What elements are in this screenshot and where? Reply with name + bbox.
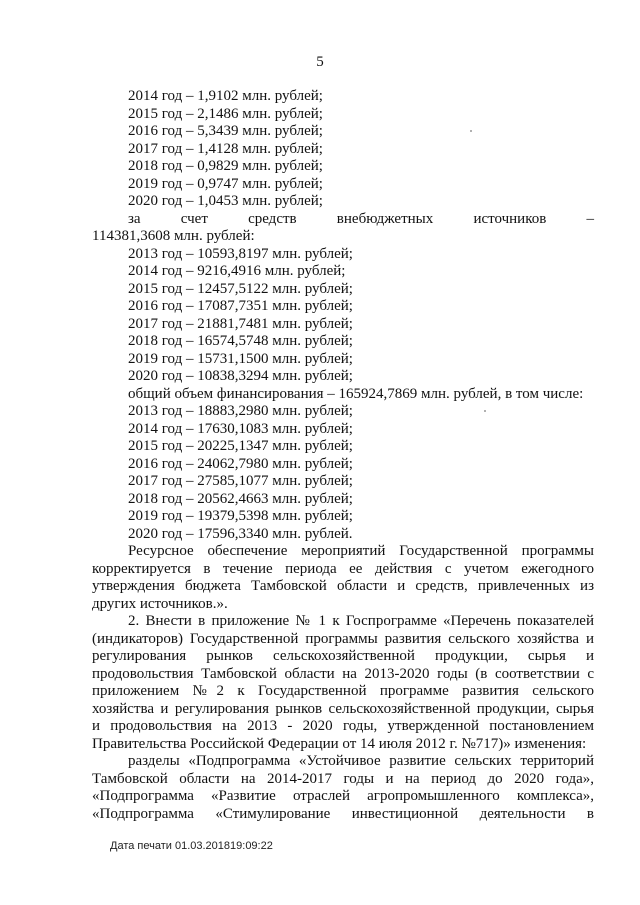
amendment-paragraph-line: регулирования рынков сельскохозяйственной продукции, сырья и	[92, 648, 594, 664]
extra-line: 2018 год – 16574,5748 млн. рублей;	[128, 333, 353, 349]
total-financing-line: общий объем финансирования – 165924,7869 млн. рублей, в том числе:	[128, 385, 584, 402]
total-line: 2018 год – 20562,4663 млн. рублей;	[128, 490, 353, 507]
budget-line: 2020 год – 1,0453 млн. рублей;	[128, 193, 323, 209]
total-line: 2017 год – 27585,1077 млн. рублей;	[128, 473, 353, 489]
resource-paragraph-line: Ресурсное обеспечение мероприятий Государственной программы	[128, 543, 594, 559]
budget-line: 2019 год – 0,9747 млн. рублей;	[128, 175, 323, 192]
extra-line: 2020 год – 10838,3294 млн. рублей;	[128, 368, 353, 384]
extra-line: 2016 год – 17087,7351 млн. рублей;	[128, 298, 353, 314]
extra-line: 2013 год – 10593,8197 млн. рублей;	[128, 245, 353, 262]
total-line: 2020 год – 17596,3340 млн. рублей.	[128, 525, 353, 542]
extra-line: 2019 год – 15731,1500 млн. рублей;	[128, 350, 353, 367]
budget-line: 2016 год – 5,3439 млн. рублей;	[128, 123, 323, 139]
amendment-paragraph-line: 2. Внести в приложение № 1 к Госпрограмме «Перечень показателей	[128, 613, 594, 629]
budget-line: 2018 год – 0,9829 млн. рублей;	[128, 158, 323, 174]
amendment-paragraph-line: хозяйства и регулирования рынков сельскохозяйственной продукции, сырья	[92, 700, 594, 717]
sections-paragraph-line: разделы «Подпрограмма «Устойчивое развитие сельских территорий	[128, 753, 594, 769]
budget-line: 2015 год – 2,1486 млн. рублей;	[128, 105, 323, 122]
extra-line: 2014 год – 9216,4916 млн. рублей;	[128, 263, 346, 279]
budget-line: 2017 год – 1,4128 млн. рублей;	[128, 140, 323, 157]
extra-line: 2015 год – 12457,5122 млн. рублей;	[128, 280, 353, 297]
amendment-paragraph-line: и продовольствия на 2013 - 2020 годы, утвержденной постановлением	[92, 718, 594, 734]
sections-paragraph-line: «Подпрограмма «Стимулирование инвестиционной деятельности в	[92, 805, 594, 822]
sections-paragraph-line: Тамбовской области на 2014-2017 годы и на период до 2020 года»,	[92, 770, 594, 787]
sections-paragraph-line: «Подпрограмма «Развитие отраслей агропромышленного комплекса»,	[92, 788, 594, 804]
resource-paragraph-line: утверждения бюджета Тамбовской области и средств, привлеченных из	[92, 578, 594, 594]
amendment-paragraph-line: продовольствия Тамбовской области на 2013-2020 годы (в соответствии с	[92, 665, 594, 682]
amendment-paragraph-line: приложением №2 к Государственной программе развития сельского	[92, 683, 594, 699]
resource-paragraph-line: других источников.».	[92, 595, 228, 612]
amendment-paragraph-line: Правительства Российской Федерации от 14 июля 2012 г. №717)» изменения:	[92, 735, 587, 752]
total-line: 2019 год – 19379,5398 млн. рублей;	[128, 508, 353, 524]
total-line: 2013 год – 18883,2980 млн. рублей;	[128, 403, 353, 419]
total-line: 2015 год – 20225,1347 млн. рублей;	[128, 438, 353, 454]
total-line: 2016 год – 24062,7980 млн. рублей;	[128, 455, 353, 472]
extra-line: 2017 год – 21881,7481 млн. рублей;	[128, 315, 353, 332]
print-date-footer: Дата печати 01.03.201819:09:22	[110, 840, 273, 852]
budget-line: 2014 год – 1,9102 млн. рублей;	[128, 88, 323, 104]
extra-sources-total: 114381,3608 млн. рублей:	[92, 228, 255, 244]
scan-speck	[484, 410, 486, 412]
amendment-paragraph-line: (индикаторов) Государственной программы развития сельского хозяйства и	[92, 630, 594, 647]
page-number: 5	[316, 54, 324, 70]
extra-sources-heading: за счет средств внебюджетных источников –	[128, 210, 594, 227]
scan-speck	[470, 130, 472, 132]
resource-paragraph-line: корректируется в течение периода ее действия с учетом ежегодного	[92, 560, 594, 577]
total-line: 2014 год – 17630,1083 млн. рублей;	[128, 420, 353, 437]
